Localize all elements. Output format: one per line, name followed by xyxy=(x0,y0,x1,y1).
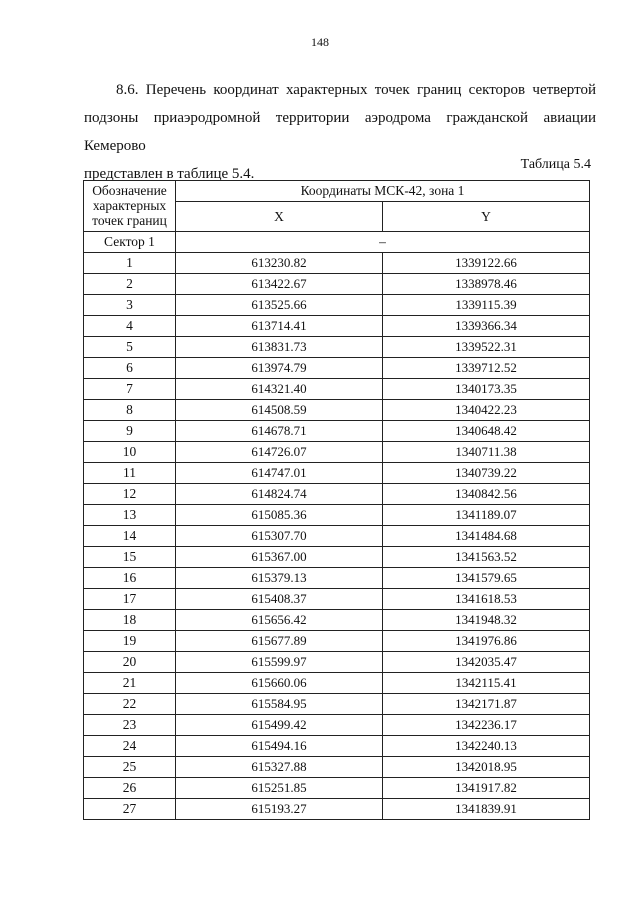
paragraph-line-2: подзоны приаэродромной территории аэродрома гражданской авиации Кемерово xyxy=(84,110,596,154)
table-row xyxy=(84,568,590,589)
coord-y: 1341948.32 xyxy=(383,610,590,631)
point-number: 18 xyxy=(84,610,176,631)
table-row xyxy=(84,715,590,736)
point-number: 24 xyxy=(84,736,176,757)
point-number: 16 xyxy=(84,568,176,589)
table-row xyxy=(84,526,590,547)
coord-y: 1341839.91 xyxy=(383,799,590,820)
coord-x: 615677.89 xyxy=(176,631,383,652)
point-number: 25 xyxy=(84,757,176,778)
sector-dash: – xyxy=(176,232,590,253)
coord-y: 1342236.17 xyxy=(383,715,590,736)
coord-x: 613974.79 xyxy=(176,358,383,379)
table-row xyxy=(84,610,590,631)
table-row xyxy=(84,379,590,400)
point-number: 19 xyxy=(84,631,176,652)
coord-y: 1341976.86 xyxy=(383,631,590,652)
sector-label: Сектор 1 xyxy=(84,232,176,253)
table-row xyxy=(84,631,590,652)
coord-x: 613422.67 xyxy=(176,274,383,295)
table-row xyxy=(84,274,590,295)
table-row xyxy=(84,736,590,757)
table-row xyxy=(84,316,590,337)
table-row xyxy=(84,253,590,274)
coord-x: 615584.95 xyxy=(176,694,383,715)
coord-x: 615307.70 xyxy=(176,526,383,547)
coord-y: 1342018.95 xyxy=(383,757,590,778)
coord-x: 615499.42 xyxy=(176,715,383,736)
point-number: 12 xyxy=(84,484,176,505)
coord-x: 615379.13 xyxy=(176,568,383,589)
coord-x: 613525.66 xyxy=(176,295,383,316)
point-number: 1 xyxy=(84,253,176,274)
table-row xyxy=(84,358,590,379)
header-y: Y xyxy=(383,202,590,232)
coord-y: 1342115.41 xyxy=(383,673,590,694)
coord-x: 615193.27 xyxy=(176,799,383,820)
intro-paragraph xyxy=(84,76,596,188)
point-number: 13 xyxy=(84,505,176,526)
table-row xyxy=(84,757,590,778)
coord-x: 615251.85 xyxy=(176,778,383,799)
coord-y: 1341189.07 xyxy=(383,505,590,526)
table-row xyxy=(84,589,590,610)
point-number: 15 xyxy=(84,547,176,568)
table-row xyxy=(84,442,590,463)
coord-x: 614824.74 xyxy=(176,484,383,505)
coord-x: 613230.82 xyxy=(176,253,383,274)
coord-x: 615408.37 xyxy=(176,589,383,610)
point-number: 2 xyxy=(84,274,176,295)
table-row xyxy=(84,547,590,568)
coord-x: 615494.16 xyxy=(176,736,383,757)
point-number: 17 xyxy=(84,589,176,610)
point-number: 6 xyxy=(84,358,176,379)
table-row xyxy=(84,295,590,316)
point-number: 20 xyxy=(84,652,176,673)
table-row xyxy=(84,652,590,673)
table-row xyxy=(84,484,590,505)
coord-y: 1342035.47 xyxy=(383,652,590,673)
point-number: 27 xyxy=(84,799,176,820)
coord-y: 1339115.39 xyxy=(383,295,590,316)
coord-y: 1341484.68 xyxy=(383,526,590,547)
table-row xyxy=(84,799,590,820)
coord-x: 613714.41 xyxy=(176,316,383,337)
header-point-name: Обозначение характерных точек границ xyxy=(84,181,176,232)
coord-x: 615660.06 xyxy=(176,673,383,694)
coord-y: 1342240.13 xyxy=(383,736,590,757)
point-number: 22 xyxy=(84,694,176,715)
table-row xyxy=(84,673,590,694)
coord-x: 614321.40 xyxy=(176,379,383,400)
coord-y: 1341618.53 xyxy=(383,589,590,610)
paragraph-line-1: 8.6. Перечень координат характерных точек границ секторов четвертой xyxy=(116,82,596,98)
coord-x: 615656.42 xyxy=(176,610,383,631)
coord-y: 1341917.82 xyxy=(383,778,590,799)
table-row xyxy=(84,421,590,442)
coord-y: 1340173.35 xyxy=(383,379,590,400)
coord-x: 614508.59 xyxy=(176,400,383,421)
coord-y: 1338978.46 xyxy=(383,274,590,295)
coord-y: 1342171.87 xyxy=(383,694,590,715)
coord-y: 1340842.56 xyxy=(383,484,590,505)
coord-y: 1339122.66 xyxy=(383,253,590,274)
coord-y: 1341579.65 xyxy=(383,568,590,589)
point-number: 5 xyxy=(84,337,176,358)
coord-x: 613831.73 xyxy=(176,337,383,358)
point-number: 11 xyxy=(84,463,176,484)
table-row xyxy=(84,400,590,421)
point-number: 7 xyxy=(84,379,176,400)
page-number: 148 xyxy=(311,35,329,49)
coord-y: 1340739.22 xyxy=(383,463,590,484)
coord-x: 615599.97 xyxy=(176,652,383,673)
table-row xyxy=(84,694,590,715)
coord-x: 615085.36 xyxy=(176,505,383,526)
table-row xyxy=(84,778,590,799)
paragraph-line-3: представлен в таблице 5.4. xyxy=(84,166,255,182)
point-number: 21 xyxy=(84,673,176,694)
table-row xyxy=(84,505,590,526)
point-number: 3 xyxy=(84,295,176,316)
coordinates-table xyxy=(83,180,590,820)
coord-x: 614678.71 xyxy=(176,421,383,442)
point-number: 4 xyxy=(84,316,176,337)
point-number: 8 xyxy=(84,400,176,421)
point-number: 10 xyxy=(84,442,176,463)
point-number: 9 xyxy=(84,421,176,442)
point-number: 14 xyxy=(84,526,176,547)
table-caption: Таблица 5.4 xyxy=(520,157,591,172)
coord-y: 1340648.42 xyxy=(383,421,590,442)
table-row xyxy=(84,337,590,358)
coord-y: 1339712.52 xyxy=(383,358,590,379)
coord-x: 614747.01 xyxy=(176,463,383,484)
point-number: 23 xyxy=(84,715,176,736)
coord-y: 1340711.38 xyxy=(383,442,590,463)
coord-y: 1339366.34 xyxy=(383,316,590,337)
header-coordinates: Координаты МСК-42, зона 1 xyxy=(176,181,590,202)
coord-y: 1339522.31 xyxy=(383,337,590,358)
table-row xyxy=(84,463,590,484)
coord-y: 1340422.23 xyxy=(383,400,590,421)
coord-y: 1341563.52 xyxy=(383,547,590,568)
header-x: X xyxy=(176,202,383,232)
point-number: 26 xyxy=(84,778,176,799)
coord-x: 615367.00 xyxy=(176,547,383,568)
coord-x: 614726.07 xyxy=(176,442,383,463)
coord-x: 615327.88 xyxy=(176,757,383,778)
